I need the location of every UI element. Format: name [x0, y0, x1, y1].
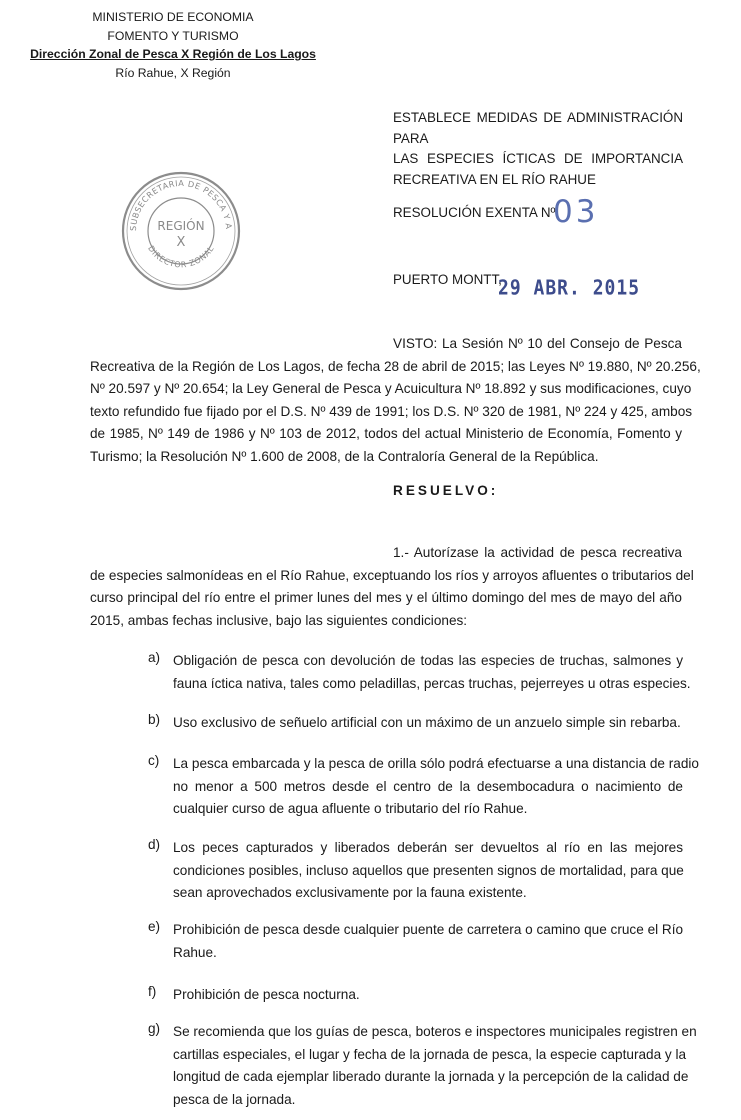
subject-line: LAS ESPECIES ÍCTICAS DE IMPORTANCIA [393, 151, 683, 166]
visto-line: de 1985, Nº 149 de 1986 y Nº 103 de 2012, todos del actual Ministerio de Economía, Fomento y [90, 426, 682, 441]
condition-line: fauna íctica nativa, tales como peladillas, percas truchas, pejerreyes u otras especies. [173, 675, 691, 691]
subject-line: ESTABLECE MEDIDAS DE ADMINISTRACIÓN PARA [393, 110, 683, 146]
condition-text [173, 837, 683, 905]
condition-line: Prohibición de pesca nocturna. [173, 987, 360, 1002]
seal-region-label: REGIÓN [157, 219, 205, 233]
resolution-subject [393, 108, 683, 190]
condition-letter: f) [148, 984, 157, 999]
condition-letter: c) [148, 753, 160, 768]
condition-line: sean aprovechados exclusivamente por la fauna existente. [173, 885, 527, 900]
condition-line: La pesca embarcada y la pesca de orilla sólo podrá efectuarse a una distancia de radio [173, 756, 699, 771]
condition-line: Rahue. [173, 944, 217, 960]
condition-text [173, 753, 699, 821]
issue-city: PUERTO MONTT, [393, 272, 502, 287]
condition-letter: g) [148, 1021, 161, 1036]
condition-line: no menor a 500 metros desde el centro de la desembocadura o nacimiento de [173, 778, 683, 794]
article-line: 2015, ambas fechas inclusive, bajo las siguientes condiciones: [90, 612, 468, 628]
condition-letter: a) [148, 650, 161, 665]
condition-letter: e) [148, 919, 161, 934]
resolution-label: RESOLUCIÓN EXENTA Nº [393, 205, 556, 220]
issue-date-stamp: 29 ABR. 2015 [498, 276, 641, 301]
visto-line: Recreativa de la Región de Los Lagos, de fecha 28 de abril de 2015; las Leyes Nº 19.880, Nº 20.256, [90, 358, 701, 374]
official-seal-stamp [118, 168, 244, 294]
condition-text [173, 984, 683, 1007]
condition-line: longitud de cada ejemplar liberado durante la jornada y la percepción de la calidad de [173, 1069, 689, 1084]
article-line: 1.- Autorízase la actividad de pesca recreativa [393, 545, 682, 560]
article-line: curso principal del río entre el primer lunes del mes y el último domingo del mes de mayo del año [90, 590, 682, 605]
subject-line: RECREATIVA EN EL RÍO RAHUE [393, 171, 596, 187]
article-1-paragraph [90, 542, 694, 632]
condition-line: Los peces capturados y liberados deberán ser devueltos al río en las mejores [173, 840, 683, 855]
seal-outer-text: SUBSECRETARIA DE PESCA Y A [127, 177, 235, 232]
resuelvo-heading: RESUELVO: [393, 483, 499, 498]
condition-line: cualquier curso de agua afluente o tributario del río Rahue. [173, 801, 528, 816]
condition-line: Prohibición de pesca desde cualquier puente de carretera o camino que cruce el Río [173, 922, 684, 937]
ministry-subtitle: FOMENTO Y TURISMO [107, 28, 239, 43]
visto-line: VISTO: La Sesión Nº 10 del Consejo de Pesca [393, 336, 682, 351]
seal-graphic [118, 168, 244, 294]
office-location: Río Rahue, X Región [115, 65, 231, 80]
condition-line: Uso exclusivo de señuelo artificial con un máximo de un anzuelo simple sin rebarba. [173, 715, 681, 730]
visto-paragraph [90, 333, 701, 468]
condition-line: Se recomienda que los guías de pesca, boteros e inspectores municipales registren en [173, 1024, 697, 1039]
visto-line: texto refundido fue fijado por el D.S. Nº 439 de 1991; los D.S. Nº 320 de 1981, Nº 224 y 425, ambos [90, 403, 693, 419]
condition-text [173, 1021, 697, 1111]
letterhead [18, 8, 328, 82]
condition-text [173, 712, 683, 735]
visto-line: Turismo; la Resolución Nº 1.600 de 2008, de la Contraloría General de la República. [90, 448, 599, 464]
condition-line: condiciones posibles, incluso aquellos que presenten signos de mortalidad, para que [173, 862, 684, 878]
seal-region-number: X [176, 235, 186, 250]
condition-text [173, 650, 691, 695]
condition-text [173, 919, 683, 964]
condition-line: pesca de la jornada. [173, 1091, 296, 1107]
visto-line: Nº 20.597 y Nº 20.654; la Ley General de Pesca y Acuicultura Nº 18.892 y sus modificaciones, cuyo [90, 381, 692, 396]
condition-letter: b) [148, 712, 161, 727]
directorate-name: Dirección Zonal de Pesca X Región de Los Lagos [30, 47, 316, 61]
ministry-name: MINISTERIO DE ECONOMIA [92, 10, 254, 24]
condition-letter: d) [148, 837, 161, 852]
seal-bottom-text: DIRECTOR ZONAL [146, 244, 216, 270]
condition-line: Obligación de pesca con devolución de todas las especies de truchas, salmones y [173, 653, 683, 668]
condition-line: cartillas especiales, el lugar y fecha de la jornada de pesca, la especie capturada y la [173, 1046, 687, 1062]
article-line: de especies salmonídeas en el Río Rahue, exceptuando los ríos y arroyos afluentes o tributarios del [90, 567, 694, 583]
resolution-number: 03 [553, 194, 599, 230]
